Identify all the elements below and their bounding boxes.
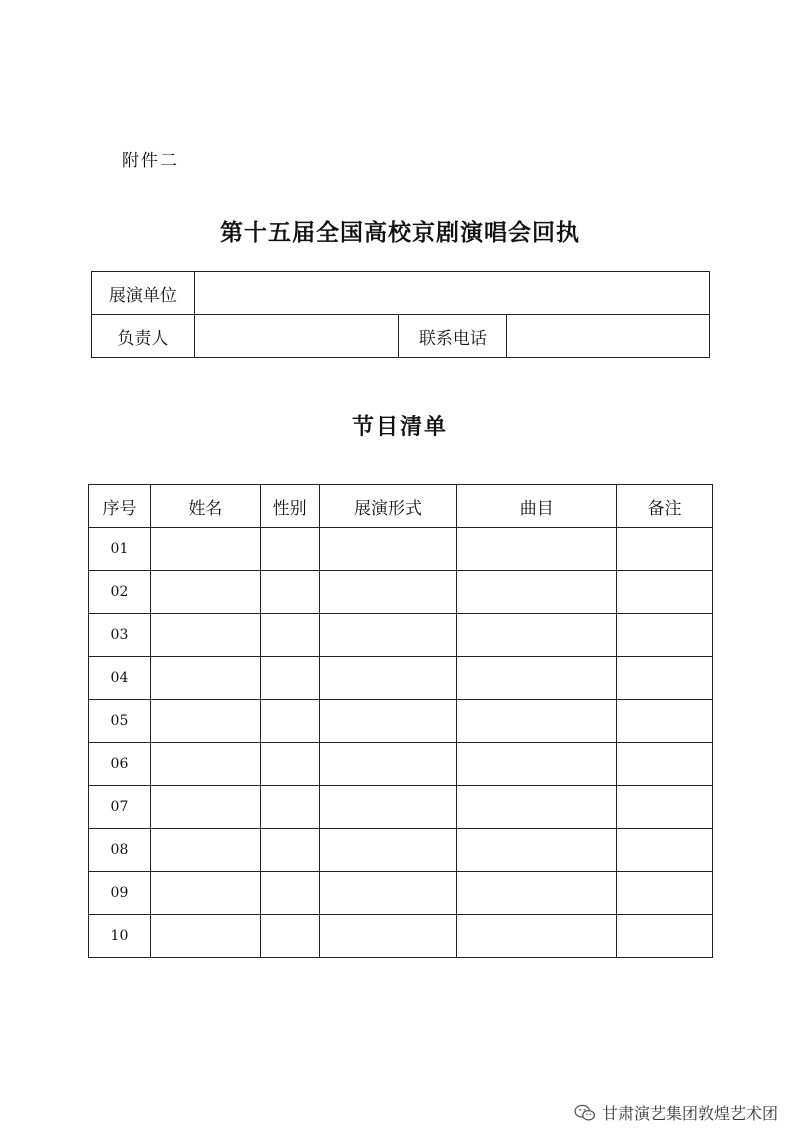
- person-label: 负责人: [92, 315, 195, 358]
- repertoire-cell[interactable]: [457, 700, 617, 743]
- form-cell[interactable]: [319, 786, 457, 829]
- form-cell[interactable]: [319, 829, 457, 872]
- name-cell[interactable]: [150, 743, 260, 786]
- repertoire-cell[interactable]: [457, 743, 617, 786]
- form-cell[interactable]: [319, 528, 457, 571]
- gender-cell[interactable]: [260, 829, 319, 872]
- program-list-title: 节目清单: [351, 414, 448, 440]
- phone-value-field[interactable]: [507, 315, 710, 358]
- form-cell[interactable]: [319, 614, 457, 657]
- gender-cell[interactable]: [260, 786, 319, 829]
- row-index: 08: [89, 829, 151, 872]
- form-cell[interactable]: [319, 915, 457, 958]
- gender-cell[interactable]: [260, 743, 319, 786]
- header-name: 姓名: [150, 485, 260, 528]
- notes-cell[interactable]: [617, 614, 713, 657]
- name-cell[interactable]: [150, 528, 260, 571]
- repertoire-cell[interactable]: [457, 872, 617, 915]
- form-cell[interactable]: [319, 872, 457, 915]
- program-row: [89, 872, 713, 915]
- watermark-text: 甘肃演艺集团敦煌艺术团: [601, 1104, 778, 1123]
- notes-cell[interactable]: [617, 571, 713, 614]
- name-cell[interactable]: [150, 786, 260, 829]
- repertoire-cell[interactable]: [457, 614, 617, 657]
- gender-cell[interactable]: [260, 700, 319, 743]
- program-table: [88, 484, 713, 958]
- notes-cell[interactable]: [617, 657, 713, 700]
- notes-cell[interactable]: [617, 829, 713, 872]
- row-index: 06: [89, 743, 151, 786]
- row-index: 07: [89, 786, 151, 829]
- repertoire-cell[interactable]: [457, 528, 617, 571]
- gender-cell[interactable]: [260, 528, 319, 571]
- attachment-label: 附件二: [122, 151, 179, 171]
- program-row: [89, 657, 713, 700]
- row-index: 04: [89, 657, 151, 700]
- row-index: 10: [89, 915, 151, 958]
- program-row: [89, 571, 713, 614]
- page-title: 第十五届全国高校京剧演唱会回执: [220, 219, 580, 246]
- program-row: [89, 700, 713, 743]
- watermark: [574, 1101, 778, 1124]
- form-cell[interactable]: [319, 571, 457, 614]
- name-cell[interactable]: [150, 872, 260, 915]
- gender-cell[interactable]: [260, 915, 319, 958]
- repertoire-cell[interactable]: [457, 571, 617, 614]
- program-row: [89, 528, 713, 571]
- name-cell[interactable]: [150, 915, 260, 958]
- program-row: [89, 915, 713, 958]
- notes-cell[interactable]: [617, 743, 713, 786]
- form-cell[interactable]: [319, 700, 457, 743]
- header-form: 展演形式: [319, 485, 457, 528]
- contact-row: [92, 315, 710, 358]
- row-index: 01: [89, 528, 151, 571]
- row-index: 03: [89, 614, 151, 657]
- repertoire-cell[interactable]: [457, 915, 617, 958]
- gender-cell[interactable]: [260, 614, 319, 657]
- row-index: 09: [89, 872, 151, 915]
- name-cell[interactable]: [150, 700, 260, 743]
- header-gender: 性别: [260, 485, 319, 528]
- program-row: [89, 743, 713, 786]
- form-cell[interactable]: [319, 743, 457, 786]
- header-index: 序号: [89, 485, 151, 528]
- unit-label: 展演单位: [92, 272, 195, 315]
- program-row: [89, 614, 713, 657]
- repertoire-cell[interactable]: [457, 657, 617, 700]
- notes-cell[interactable]: [617, 872, 713, 915]
- name-cell[interactable]: [150, 829, 260, 872]
- contact-info-table: [91, 271, 710, 358]
- name-cell[interactable]: [150, 657, 260, 700]
- notes-cell[interactable]: [617, 700, 713, 743]
- wechat-icon: [574, 1104, 596, 1122]
- gender-cell[interactable]: [260, 872, 319, 915]
- phone-label: 联系电话: [399, 315, 507, 358]
- name-cell[interactable]: [150, 571, 260, 614]
- notes-cell[interactable]: [617, 915, 713, 958]
- header-notes: 备注: [617, 485, 713, 528]
- repertoire-cell[interactable]: [457, 786, 617, 829]
- repertoire-cell[interactable]: [457, 829, 617, 872]
- form-cell[interactable]: [319, 657, 457, 700]
- unit-row: [92, 272, 710, 315]
- name-cell[interactable]: [150, 614, 260, 657]
- notes-cell[interactable]: [617, 528, 713, 571]
- row-index: 05: [89, 700, 151, 743]
- person-value-field[interactable]: [194, 315, 399, 358]
- row-index: 02: [89, 571, 151, 614]
- unit-value-field[interactable]: [194, 272, 709, 315]
- gender-cell[interactable]: [260, 657, 319, 700]
- gender-cell[interactable]: [260, 571, 319, 614]
- program-header-row: [89, 485, 713, 528]
- program-row: [89, 829, 713, 872]
- program-row: [89, 786, 713, 829]
- header-repertoire: 曲目: [457, 485, 617, 528]
- notes-cell[interactable]: [617, 786, 713, 829]
